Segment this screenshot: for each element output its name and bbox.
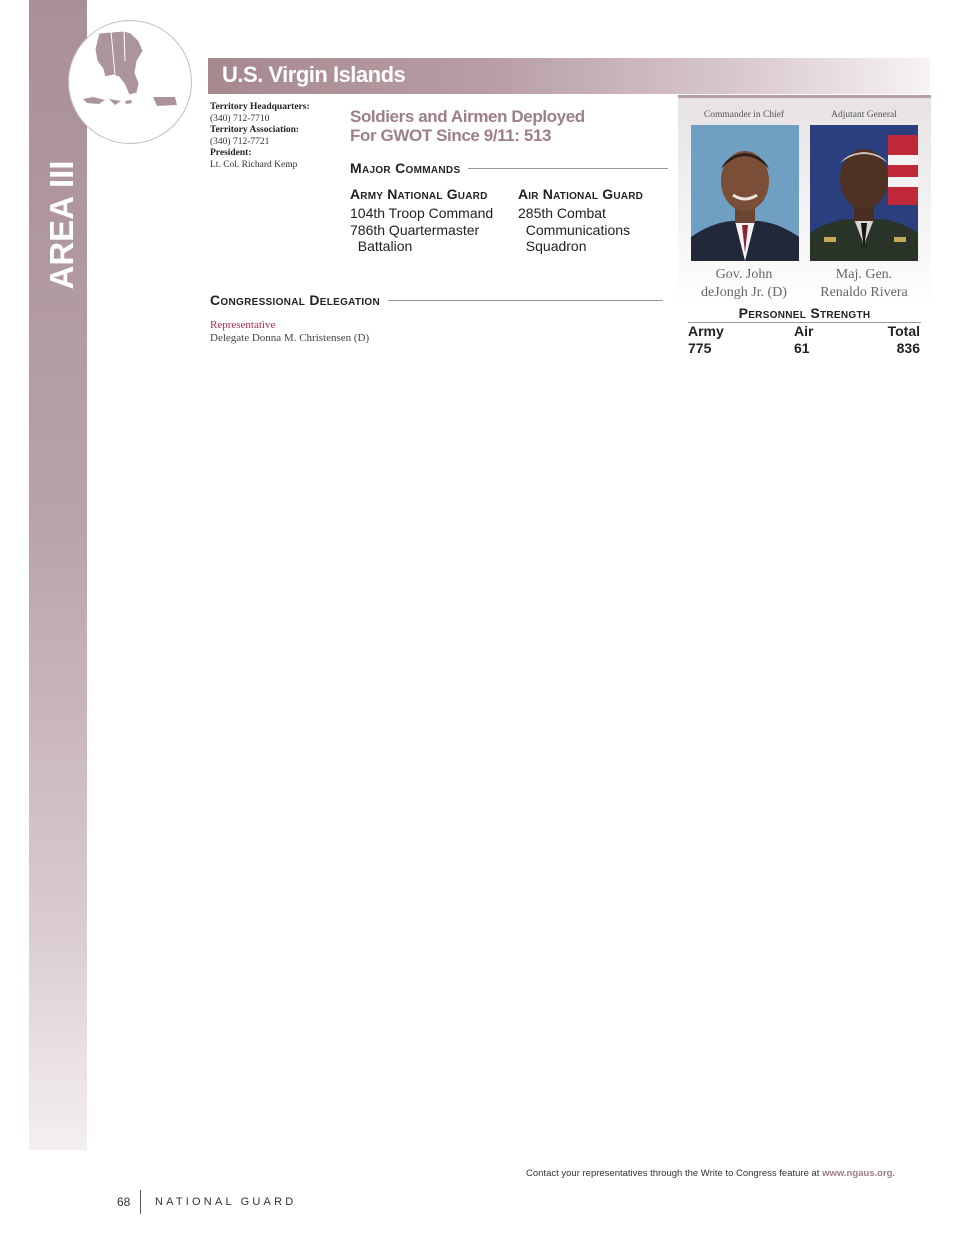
adjutant-name [804, 266, 924, 302]
representative-label: Representative [210, 319, 276, 331]
role-adjutant: Adjutant General [831, 110, 897, 120]
governor-photo [691, 125, 799, 261]
contact-note [526, 1168, 895, 1179]
association-label: Territory Association: [210, 125, 300, 135]
air-label: Air [794, 323, 814, 339]
governor-name [684, 266, 804, 302]
territory-info [210, 102, 340, 171]
army-guard-heading: Army National Guard [350, 186, 488, 202]
area-label: AREA III [43, 160, 80, 290]
hq-label: Territory Headquarters: [210, 102, 310, 112]
air-value: 61 [794, 340, 810, 356]
page-title: U.S. Virgin Islands [222, 62, 406, 87]
role-commander: Commander in Chief [703, 110, 785, 120]
representative-name: Delegate Donna M. Christensen (D) [210, 332, 370, 344]
southeast-map-icon [69, 21, 191, 143]
adjutant-name-line-1: Maj. Gen. [835, 267, 893, 282]
region-map [68, 20, 192, 144]
adjutant-photo [810, 125, 918, 261]
congressional-label: Congressional Delegation [210, 292, 381, 308]
army-label: Army [688, 323, 724, 339]
association-phone: (340) 712-7721 [210, 136, 270, 147]
governor-name-line-2: deJongh Jr. (D) [701, 285, 787, 300]
title-bar [208, 58, 930, 94]
strength-values-row [688, 340, 920, 357]
list-item: 104th Troop Command [350, 205, 494, 221]
page-number: 68 [117, 1195, 131, 1209]
president-name: Lt. Col. Richard Kemp [210, 159, 298, 170]
army-units-list [350, 205, 493, 255]
deployed-line-1: Soldiers and Airmen Deployed [350, 107, 585, 126]
total-label: Total [887, 323, 920, 339]
list-item: Squadron [518, 238, 587, 254]
total-value: 836 [896, 340, 920, 356]
strength-labels-row [688, 323, 920, 340]
leaders-panel [678, 95, 931, 308]
air-units-list [518, 205, 630, 255]
air-guard-heading: Air National Guard [518, 186, 644, 202]
divider [388, 300, 663, 301]
personnel-strength-heading: Personnel Strength [688, 305, 921, 323]
major-commands-heading [350, 160, 668, 176]
list-item: 786th Quartermaster [350, 221, 480, 238]
hq-phone: (340) 712-7710 [210, 113, 270, 124]
congressional-heading [210, 292, 663, 308]
divider [468, 168, 668, 169]
deployed-line-2: For GWOT Since 9/11: 513 [350, 126, 552, 145]
publication-name: NATIONAL GUARD [155, 1196, 297, 1208]
footer-divider [140, 1190, 141, 1214]
list-item: Battalion [350, 238, 413, 254]
contact-end: . [892, 1168, 896, 1179]
contact-text: Contact your representatives through the Write to Congress feature at [526, 1168, 823, 1179]
list-item: 285th Combat [518, 205, 606, 221]
adjutant-name-line-2: Renaldo Rivera [820, 285, 908, 300]
president-label: President: [210, 148, 252, 158]
ngaus-link[interactable]: www.ngaus.org [822, 1168, 893, 1179]
army-value: 775 [688, 340, 712, 356]
governor-name-line-1: Gov. John [715, 267, 773, 282]
major-commands-label: Major Commands [350, 160, 461, 176]
list-item: Communications [518, 221, 631, 238]
deployed-headline [350, 107, 670, 145]
